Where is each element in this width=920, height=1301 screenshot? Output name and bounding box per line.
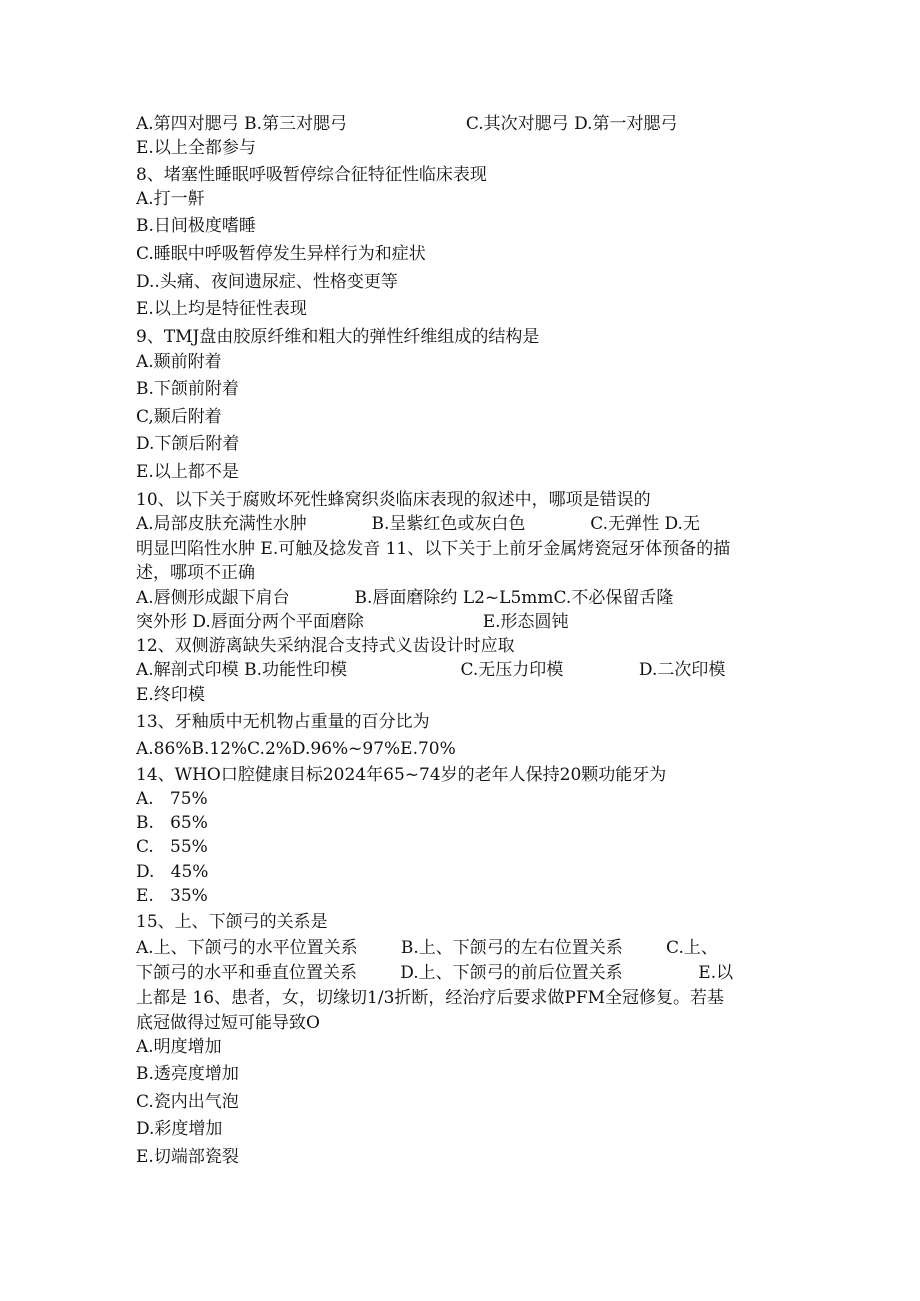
q7-option-e: E.以上全都参与 xyxy=(136,138,256,158)
q13-stem: 13、牙釉质中无机物占重量的百分比为 xyxy=(136,712,430,732)
q10-options-line-1: A.局部皮肤充满性水肿 B.呈紫红色或灰白色 C.无弹性 D.无 xyxy=(136,514,700,534)
q8-stem: 8、堵塞性睡眠呼吸暂停综合征特征性临床表现 xyxy=(136,165,487,185)
q8-option-b: B.日间极度嗜睡 xyxy=(136,216,256,236)
q14-option-d: D. 45% xyxy=(136,862,209,882)
q16-option-c: C.瓷内出气泡 xyxy=(136,1092,239,1112)
q14-option-e: E. 35% xyxy=(136,886,208,906)
q14-option-a: A. 75% xyxy=(136,789,208,809)
q10-stem: 10、以下关于腐败坏死性蜂窝织炎临床表现的叙述中，哪项是错误的 xyxy=(136,490,651,510)
q16-option-b: B.透亮度增加 xyxy=(136,1064,239,1084)
q13-options: A.86%B.12%C.2%D.96%~97%E.70% xyxy=(136,739,456,759)
q14-option-c: C. 55% xyxy=(136,837,208,857)
q9-option-d: D.下颌后附着 xyxy=(136,434,240,454)
q9-stem: 9、TMJ盘由胶原纤维和粗大的弹性纤维组成的结构是 xyxy=(136,327,540,347)
q9-option-a: A.颞前附着 xyxy=(136,352,222,372)
q12-options-line: A.解剖式印模 B.功能性印模 C.无压力印模 D.二次印模 xyxy=(136,660,726,680)
q15-stem: 15、上、下颌弓的关系是 xyxy=(136,912,328,932)
q9-option-b: B.下颌前附着 xyxy=(136,379,239,399)
q14-option-b: B. 65% xyxy=(136,813,208,833)
q12-stem: 12、双侧游离缺失采纳混合支持式义齿设计时应取 xyxy=(136,636,515,656)
q10-q11-line: 明显凹陷性水肿 E.可触及捻发音 11、以下关于上前牙金属烤瓷冠牙体预备的描 xyxy=(136,539,731,559)
q16-option-e: E.切端部瓷裂 xyxy=(136,1147,239,1167)
q11-stem-cont: 述，哪项不正确 xyxy=(136,563,255,583)
q12-option-e: E.终印模 xyxy=(136,685,205,705)
q8-option-c: C.睡眠中呼吸暂停发生异样行为和症状 xyxy=(136,244,426,264)
q9-option-e: E.以上都不是 xyxy=(136,462,239,482)
q15-q16-line: 上都是 16、患者，女，切缘切1/3折断，经治疗后要求做PFM全冠修复。若基 xyxy=(136,988,725,1008)
q15-options-line-1: A.上、下颌弓的水平位置关系 B.上、下颌弓的左右位置关系 C.上、 xyxy=(136,938,718,958)
q9-option-c: C,颞后附着 xyxy=(136,407,222,427)
q16-option-a: A.明度增加 xyxy=(136,1037,222,1057)
q16-option-d: D.彩度增加 xyxy=(136,1119,223,1139)
q11-options-line-1: A.唇侧形成龈下肩台 B.唇面磨除约 L2~L5mmC.不必保留舌隆 xyxy=(136,588,674,608)
q8-option-e: E.以上均是特征性表现 xyxy=(136,299,307,319)
q16-stem-cont: 底冠做得过短可能导致O xyxy=(136,1013,320,1033)
q14-stem: 14、WHO口腔健康目标2024年65~74岁的老年人保持20颗功能牙为 xyxy=(136,765,667,785)
q7-options-line: A.第四对腮弓 B.第三对腮弓 C.其次对腮弓 D.第一对腮弓 xyxy=(136,114,678,134)
q8-option-a: A.打一鼾 xyxy=(136,189,205,209)
q8-option-d: D..头痛、夜间遗尿症、性格变更等 xyxy=(136,272,398,292)
q15-options-line-2: 下颌弓的水平和垂直位置关系 D.上、下颌弓的前后位置关系 E.以 xyxy=(136,963,734,983)
q11-options-line-2: 突外形 D.唇面分两个平面磨除 E.形态圆钝 xyxy=(136,612,569,632)
